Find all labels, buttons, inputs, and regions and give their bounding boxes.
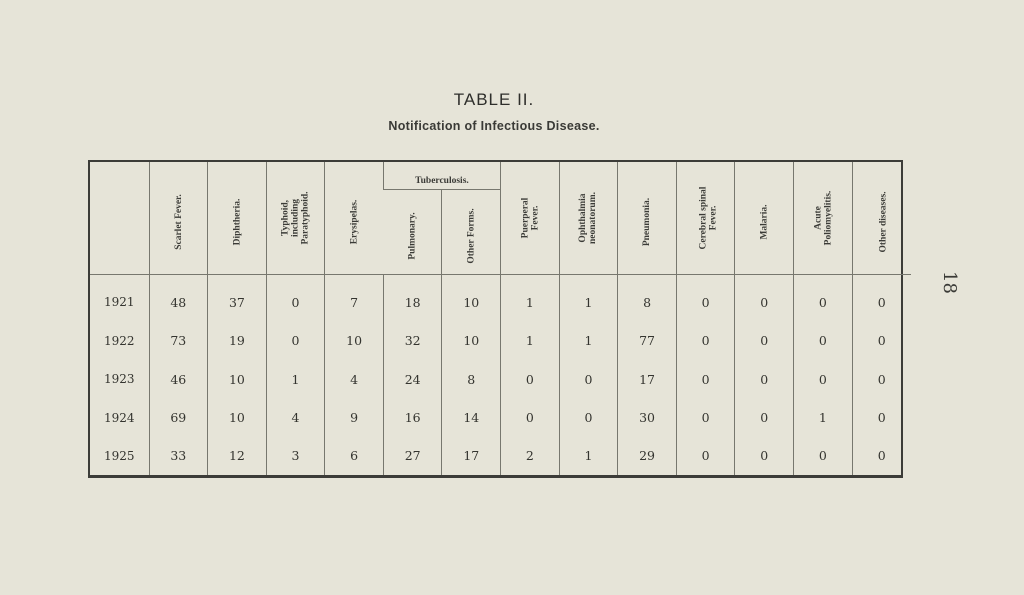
table-body — [90, 275, 911, 476]
column-header-line: including — [290, 198, 301, 237]
count-cell: 12 — [208, 437, 267, 475]
count-cell: 0 — [266, 322, 325, 360]
count-cell: 1 — [794, 398, 853, 436]
column-header-line: Malaria. — [759, 203, 770, 240]
column-header — [501, 162, 560, 275]
column-header-label — [813, 190, 833, 245]
table-row — [90, 398, 911, 436]
count-cell: 9 — [325, 398, 384, 436]
count-cell: 0 — [735, 398, 794, 436]
count-cell: 1 — [559, 275, 618, 322]
count-cell: 0 — [676, 275, 735, 322]
count-cell: 48 — [149, 275, 208, 322]
count-cell: 30 — [618, 398, 677, 436]
count-cell: 10 — [442, 275, 501, 322]
table-title: TABLE II. — [453, 90, 535, 109]
page-number: 18 — [938, 271, 960, 294]
column-header — [852, 162, 911, 275]
count-cell: 10 — [208, 398, 267, 436]
count-cell: 0 — [852, 398, 911, 436]
count-cell: 73 — [149, 322, 208, 360]
column-header-line: Pneumonia. — [642, 197, 653, 246]
column-header-line: Paratyphoid. — [300, 190, 311, 245]
count-cell: 8 — [618, 275, 677, 322]
column-header — [149, 162, 208, 275]
count-cell: 0 — [559, 398, 618, 436]
table-row — [90, 275, 911, 322]
count-cell: 1 — [559, 322, 618, 360]
count-cell: 16 — [383, 398, 442, 436]
column-header-line: Acute — [812, 205, 823, 230]
count-cell: 0 — [735, 360, 794, 398]
column-header — [383, 190, 442, 275]
column-header-label — [578, 192, 598, 244]
column-header-label — [520, 197, 540, 238]
count-cell: 33 — [149, 437, 208, 475]
table-row — [90, 360, 911, 398]
count-cell: 37 — [208, 275, 267, 322]
count-cell: 10 — [208, 360, 267, 398]
count-cell: 77 — [618, 322, 677, 360]
count-cell: 4 — [325, 360, 384, 398]
table-header — [90, 162, 911, 275]
disease-table-frame — [88, 160, 903, 478]
column-header-label — [698, 186, 718, 249]
count-cell: 0 — [501, 360, 560, 398]
count-cell: 0 — [676, 437, 735, 475]
count-cell: 2 — [501, 437, 560, 475]
column-header — [559, 162, 618, 275]
year-cell: 1924 — [103, 410, 135, 425]
column-header-line: Scarlet Fever. — [173, 193, 184, 250]
count-cell: 10 — [442, 322, 501, 360]
column-header — [618, 162, 677, 275]
count-cell: 3 — [266, 437, 325, 475]
year-cell: 1921 — [103, 295, 135, 310]
count-cell: 32 — [383, 322, 442, 360]
column-header-label — [280, 191, 310, 244]
count-cell: 27 — [383, 437, 442, 475]
count-cell: 18 — [383, 275, 442, 322]
column-header-line: Fever. — [708, 205, 719, 230]
count-cell: 7 — [325, 275, 384, 322]
year-cell: 1925 — [103, 448, 135, 463]
column-header-line: Diphtheria. — [231, 198, 242, 245]
count-cell: 0 — [852, 437, 911, 475]
count-cell: 0 — [794, 437, 853, 475]
count-cell: 24 — [383, 360, 442, 398]
column-header-label — [173, 194, 183, 250]
count-cell: 6 — [325, 437, 384, 475]
count-cell: 1 — [501, 322, 560, 360]
column-header — [325, 162, 384, 275]
count-cell: 1 — [559, 437, 618, 475]
count-cell: 1 — [266, 360, 325, 398]
column-header-label — [466, 208, 476, 263]
column-header-label — [878, 191, 888, 252]
column-header — [735, 162, 794, 275]
column-header — [266, 162, 325, 275]
table-subtitle: Notification of Infectious Disease. — [388, 119, 600, 133]
table-row — [90, 437, 911, 475]
count-cell: 8 — [442, 360, 501, 398]
count-cell: 0 — [676, 360, 735, 398]
count-cell: 4 — [266, 398, 325, 436]
count-cell: 0 — [501, 398, 560, 436]
column-header — [676, 162, 735, 275]
tuberculosis-group-header: Tuberculosis. — [383, 162, 500, 190]
count-cell: 0 — [266, 275, 325, 322]
count-cell: 46 — [149, 360, 208, 398]
count-cell: 69 — [149, 398, 208, 436]
count-cell: 17 — [618, 360, 677, 398]
column-header-line: Pulmonary. — [407, 211, 418, 260]
column-header-line: Cerebral spinal — [698, 186, 709, 249]
count-cell: 0 — [794, 322, 853, 360]
column-header-line: Other Forms. — [466, 207, 477, 264]
column-header-line: Fever. — [529, 205, 540, 230]
count-cell: 0 — [852, 360, 911, 398]
table-row — [90, 322, 911, 360]
count-cell: 14 — [442, 398, 501, 436]
count-cell: 0 — [735, 322, 794, 360]
column-header-line: Puerperal — [519, 197, 530, 238]
column-header-line: Poliomyelitis. — [822, 190, 833, 245]
count-cell: 29 — [618, 437, 677, 475]
year-cell: 1923 — [103, 372, 135, 387]
column-header — [208, 162, 267, 275]
column-header-label — [642, 197, 652, 245]
column-header-label — [759, 204, 769, 239]
year-header-cell — [90, 162, 149, 275]
column-header-line: neonatorum. — [588, 191, 599, 244]
count-cell: 0 — [794, 360, 853, 398]
count-cell: 0 — [559, 360, 618, 398]
count-cell: 17 — [442, 437, 501, 475]
count-cell: 0 — [852, 275, 911, 322]
count-cell: 0 — [735, 437, 794, 475]
column-header-line: Ophthalmia — [578, 192, 589, 243]
column-header-line: Other diseases. — [878, 190, 889, 253]
column-header-label — [407, 212, 417, 259]
column-header-label — [232, 198, 242, 245]
count-cell: 10 — [325, 322, 384, 360]
column-header-line: Erysipelas. — [349, 199, 360, 244]
column-header — [794, 162, 853, 275]
disease-notification-table — [90, 162, 911, 475]
count-cell: 0 — [676, 322, 735, 360]
count-cell: 1 — [501, 275, 560, 322]
year-cell: 1922 — [103, 333, 135, 348]
column-header — [442, 190, 501, 275]
column-header-line: Typhoid, — [280, 199, 291, 236]
count-cell: 0 — [794, 275, 853, 322]
count-cell: 0 — [735, 275, 794, 322]
column-header-label — [349, 199, 359, 244]
count-cell: 0 — [676, 398, 735, 436]
count-cell: 19 — [208, 322, 267, 360]
count-cell: 0 — [852, 322, 911, 360]
